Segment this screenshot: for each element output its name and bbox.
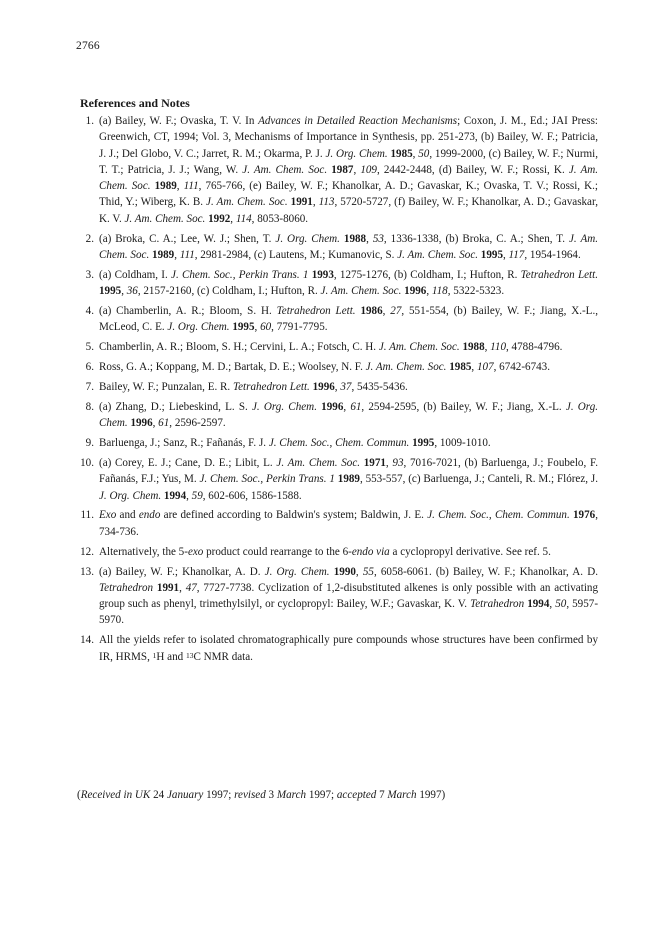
reference-number: 10. xyxy=(80,456,94,469)
reference-text: (a) Broka, C. A.; Lee, W. J.; Shen, T. J. Org. Chem. 1988, 53, 1336-1338, (b) Broka, C. A.; Shen, T. J. Am. Chem. Soc. 1989, 111, 2981-2984, (c) Lautens, M.; Kumanovic, S. J. Am. Chem. Soc. 1995, 117, 1954-1964. xyxy=(99,232,599,261)
reference-text: Barluenga, J.; Sanz, R.; Fañanás, F. J. J. Chem. Soc., Chem. Commun. 1995, 1009-1010. xyxy=(99,437,491,450)
reference-text: (a) Zhang, D.; Liebeskind, L. S. J. Org. Chem. 1996, 61, 2594-2595, (b) Bailey, W. F.; Jiang, X.-L. J. Org. Chem. 1996, 61, 2596-2597. xyxy=(99,400,599,430)
reference-item xyxy=(76,379,598,395)
reference-number: 8. xyxy=(85,400,94,413)
reference-item xyxy=(76,399,598,432)
reference-list xyxy=(76,113,598,669)
reference-item xyxy=(76,564,598,629)
reference-item xyxy=(76,113,598,227)
reference-text: Chamberlin, A. R.; Bloom, S. H.; Cervini, L. A.; Fotsch, C. H. J. Am. Chem. Soc. 1988, 110, 4788-4796. xyxy=(99,341,563,354)
reference-number: 9. xyxy=(85,437,94,450)
reference-number: 7. xyxy=(85,381,94,394)
reference-item xyxy=(76,339,598,355)
reference-item xyxy=(76,455,598,504)
reference-number: 12. xyxy=(80,545,94,558)
reference-item xyxy=(76,507,598,540)
reference-number: 4. xyxy=(85,305,94,318)
reference-number: 14. xyxy=(80,634,94,647)
reference-number: 2. xyxy=(85,232,94,245)
reference-item xyxy=(76,231,598,264)
reference-item xyxy=(76,303,598,336)
reference-text: (a) Bailey, W. F.; Khanolkar, A. D. J. Org. Chem. 1990, 55, 6058-6061. (b) Bailey, W. F.; Khanolkar, A. D. Tetrahedron 1991, 47, 7727-7738. Cyclization of 1,2-disubstituted alkenes is only possible with an activating group such as phenyl, trimethylsilyl, or cyclopropyl: Bailey, W.F.; Gavaskar, K. V. Tetrahedron 1994, 50, 5957-5970. xyxy=(99,565,599,627)
reference-text: Alternatively, the 5-exo product could rearrange to the 6-endo via a cyclopropyl derivative. See ref. 5. xyxy=(99,545,551,558)
reference-number: 13. xyxy=(80,565,94,578)
reference-item xyxy=(76,435,598,451)
reference-text: Bailey, W. F.; Punzalan, E. R. Tetrahedron Lett. 1996, 37, 5435-5436. xyxy=(99,381,408,394)
reference-text: (a) Chamberlin, A. R.; Bloom, S. H. Tetrahedron Lett. 1986, 27, 551-554, (b) Bailey, W. F.; Jiang, X.-L., McLeod, C. E. J. Org. Chem. 1995, 60, 7791-7795. xyxy=(99,305,599,334)
reference-item xyxy=(76,267,598,300)
reference-text: All the yields refer to isolated chromatographically pure compounds whose structures have been confirmed by IR, HRMS, $^1$H and $^{13}$C NMR data. xyxy=(99,634,598,663)
reference-number: 3. xyxy=(85,268,94,281)
page-number: 2766 xyxy=(76,40,100,52)
reference-text: (a) Coldham, I. J. Chem. Soc., Perkin Trans. 1 1993, 1275-1276, (b) Coldham, I.; Hufton, R. Tetrahedron Lett. 1995, 36, 2157-2160, (c) Coldham, I.; Hufton, R. J. Am. Chem. Soc. 1996, 118, 5322-5323. xyxy=(99,268,598,298)
reference-item xyxy=(76,359,598,375)
reference-number: 5. xyxy=(85,341,94,354)
reference-text: (a) Bailey, W. F.; Ovaska, T. V. In Advances in Detailed Reaction Mechanisms; Coxon, J. M., Ed.; JAI Press: Greenwich, CT, 1994; Vol. 3, Mechanisms of Importance in Synthesis, pp. 251-273, (b) Bailey, W. F.; Patricia, J. J.; Del Globo, V. C.; Jarret, R. M.; Okarma, P. J. J. Org. Chem. 1985, 50, 1999-2000, (c) Bailey, W. F.; Nurmi, T. T.; Patricia, J. J.; Wang, W. J. Am. Chem. Soc. 1987, 109, 2442-2448, (d) Bailey, W. F.; Rossi, K. J. Am. Chem. Soc. 1989, 111, 765-766, (e) Bailey, W. F.; Khanolkar, A. D.; Gavaskar, K.; Ovaska, T. V.; Rossi, K.; Thid, Y.; Wiberg, K. B. J. Am. Chem. Soc. 1991, 113, 5720-5727, (f) Bailey, W. F.; Khanolkar, A. D.; Gavaskar, K. V. J. Am. Chem. Soc. 1992, 114, 8053-8060. xyxy=(99,115,599,225)
section-heading: References and Notes xyxy=(80,96,190,110)
reference-number: 1. xyxy=(85,115,94,127)
received-note: (Received in UK 24 January 1997; revised 3 March 1997; accepted 7 March 1997) xyxy=(77,789,446,801)
reference-item xyxy=(76,544,598,560)
reference-text: (a) Corey, E. J.; Cane, D. E.; Libit, L. J. Am. Chem. Soc. 1971, 93, 7016-7021, (b) Barluenga, J.; Foubelo, F. Fañanás, F.J.; Yus, M. J. Chem. Soc., Perkin Trans. 1 1989, 553-557, (c) Barluenga, J.; Canteli, R. M.; Flórez, J. J. Org. Chem. 1994, 59, 602-606, 1586-1588. xyxy=(99,456,599,502)
reference-number: 11. xyxy=(80,509,94,522)
reference-text: Exo and endo are defined according to Baldwin's system; Baldwin, J. E. J. Chem. Soc., Chem. Commun. 1976, 734-736. xyxy=(99,509,598,538)
reference-number: 6. xyxy=(85,361,94,374)
reference-item xyxy=(76,632,598,665)
reference-text: Ross, G. A.; Koppang, M. D.; Bartak, D. E.; Woolsey, N. F. J. Am. Chem. Soc. 1985, 107, 6742-6743. xyxy=(99,361,550,374)
